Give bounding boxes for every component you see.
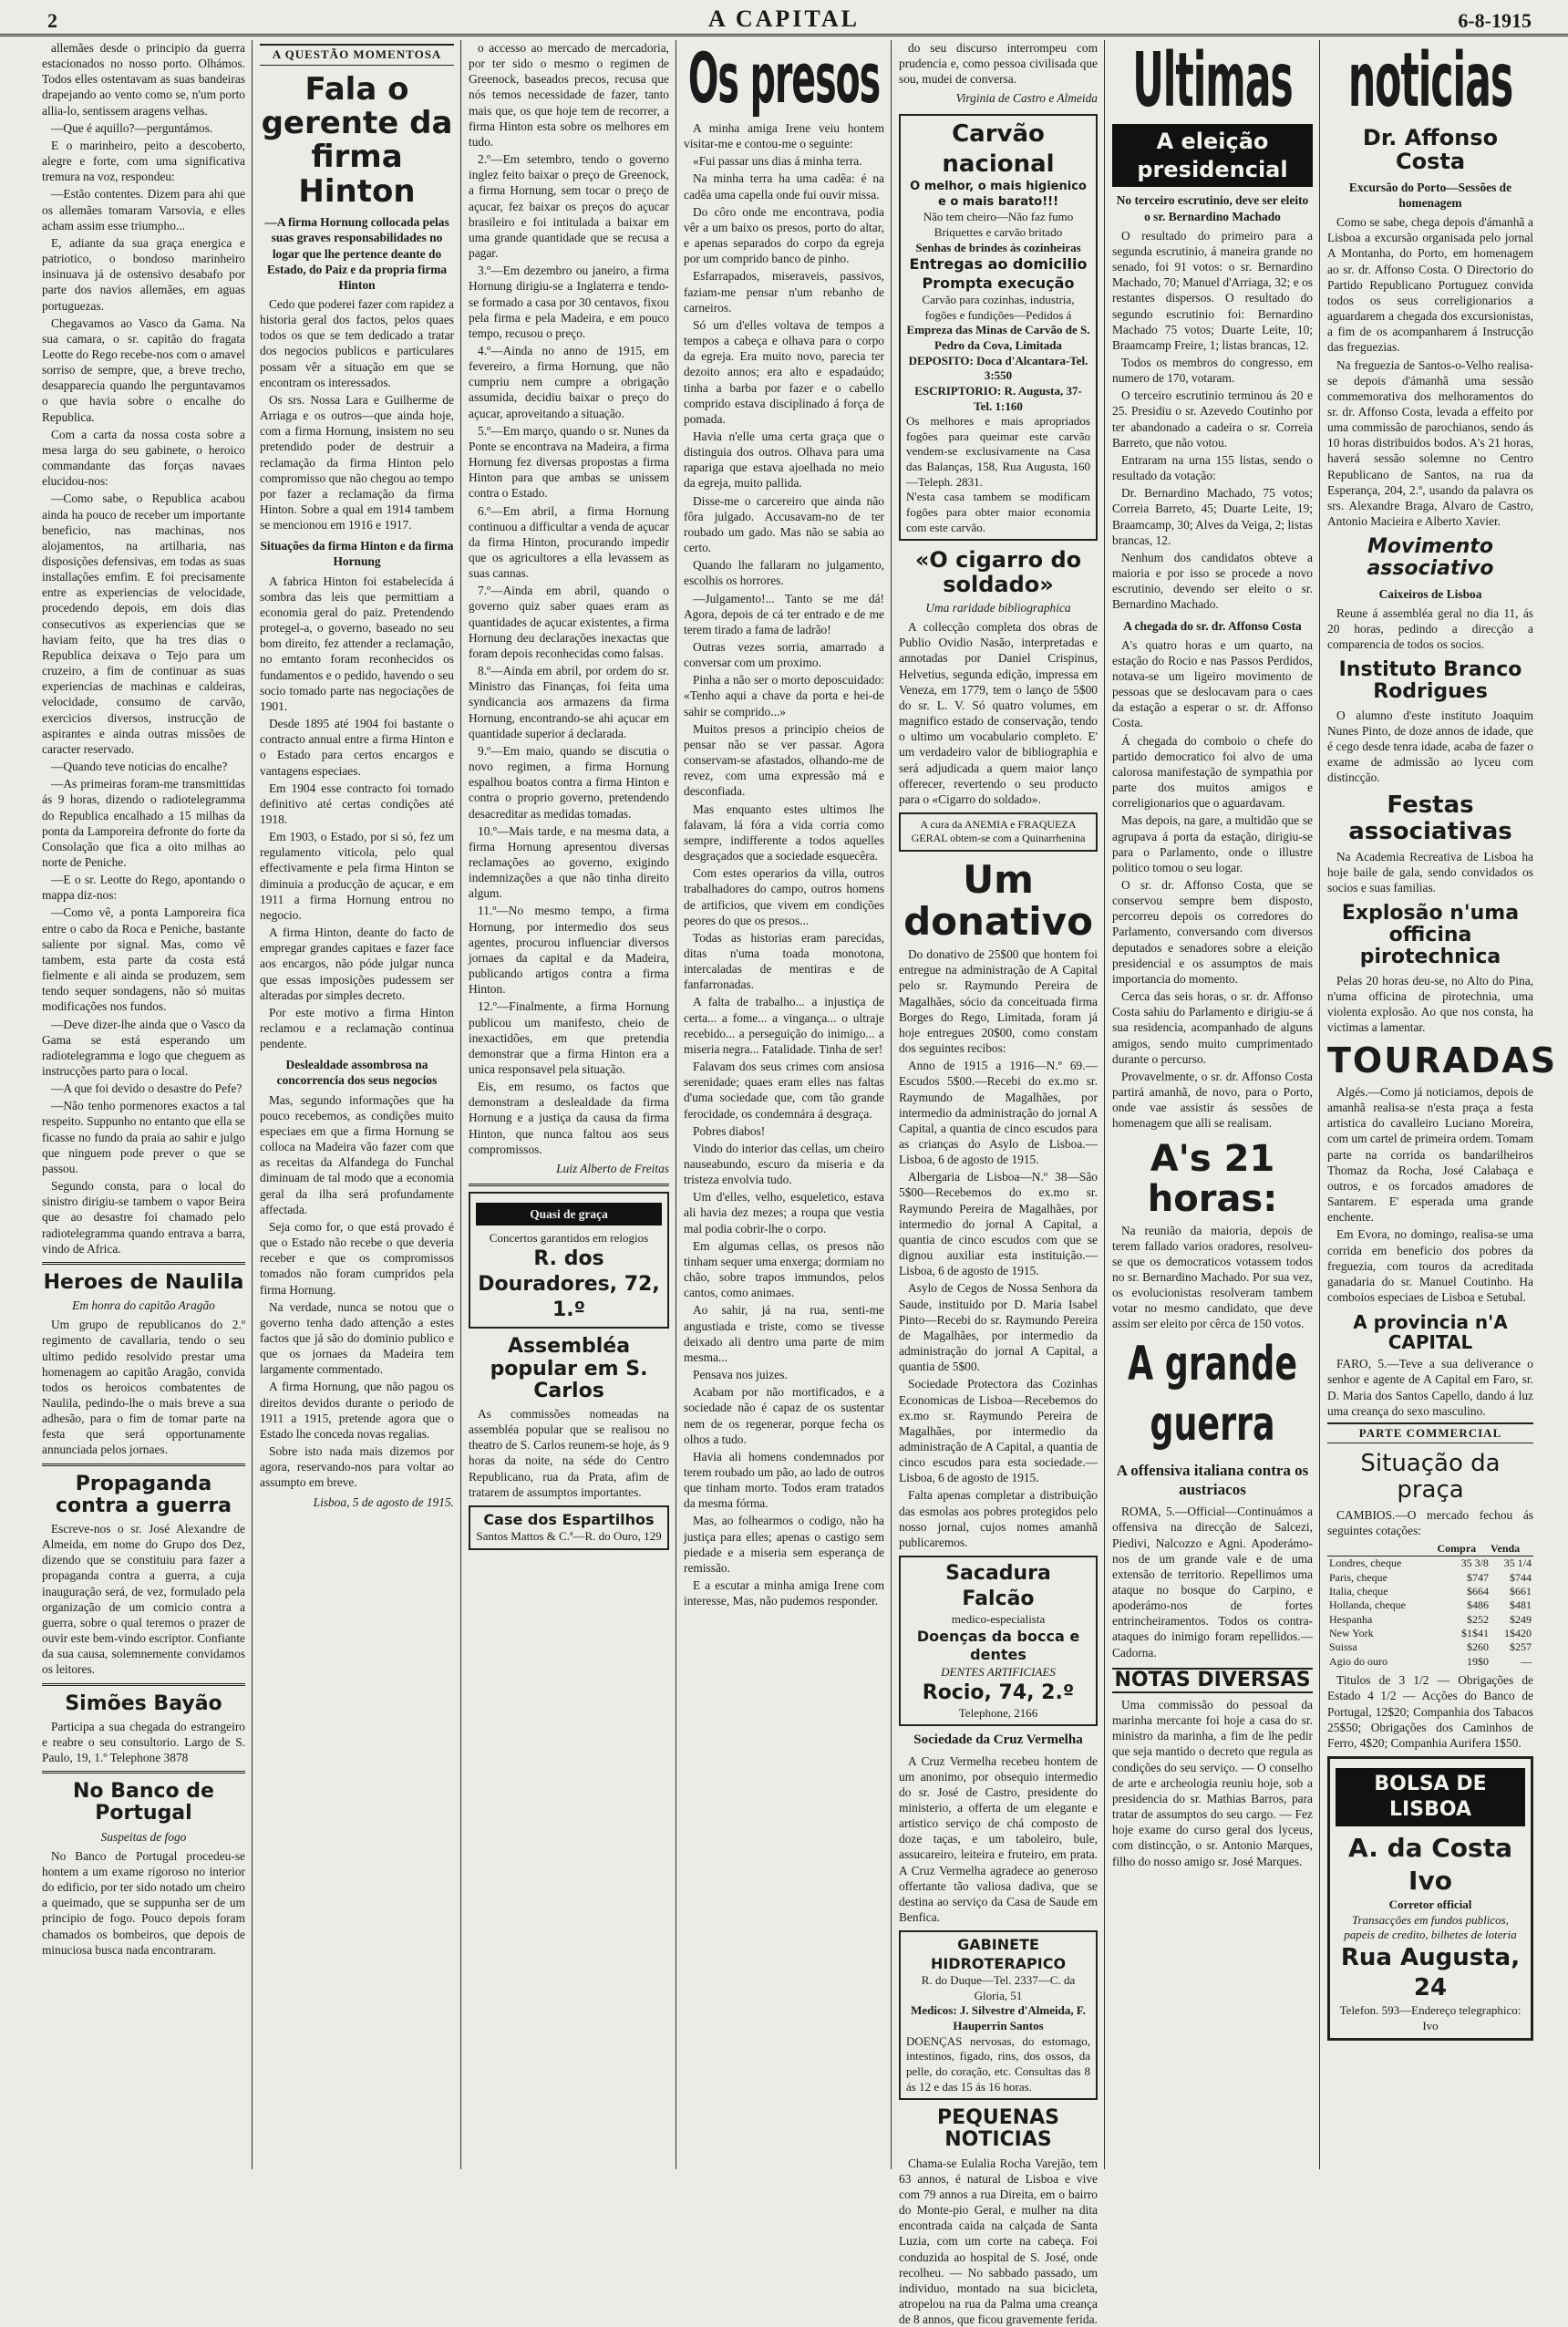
article-text: o accesso ao mercado de mercadoria, por ter sido o mesmo o regimen de Greenock, baseados precos, recusa que nós temos necessidade de fazer, tanto mais que, os que hoje tem de recorrer, a firma Hinton esta sobre os melhores em tudo. [469, 41, 669, 149]
article-text: Em 1904 esse contracto foi tornado definitivo até certas condições até 1918. [260, 781, 454, 826]
article-text: Falavam dos seus crimes com ansiosa serenidade; quaes eram elles nas faltas d'uma sociedade que, com tão grande ferocidade, os condemnára á desgraça. [684, 1060, 884, 1121]
article-text: A firma Hinton, deante do facto de empregar grandes capitaes e fazer face aos encargos, não póde julgar nunca que essas imposições pudessem ser alteradas por simples decreto. [260, 926, 454, 1002]
table-row [1327, 1598, 1533, 1612]
ad-title: Quasi de graça [476, 1203, 662, 1226]
column-4 [678, 37, 890, 2169]
article-text: Pinha a não ser o morto deposcuidado: «Tenho aqui a chave da porta e hei-de sahir se comprido...» [684, 673, 884, 719]
table-cell: Agio do ouro [1329, 1654, 1387, 1668]
column-7 [1322, 37, 1558, 2169]
article-text: Albergaria de Lisboa—N.º 38—São 5$00—Recebemos do ex.mo sr. Raymundo Pereira de Magalhães, por intermedio do jornal A Capital, a quantia de cinco escudos com que se dignou auxiliar esta instituição.—Lisboa, 6 de agosto de 1915. [899, 1170, 1098, 1278]
article-text: A collecção completa dos obras de Publio Ovidio Nasão, interpretadas e annotadas por Daniel Crispinus, Helvetius, segunda edição, impressa em Veneza, em 1779, tem o lanço de 5$00 do sr. L. V. Só quatro volumes, em magnifico estado de conservação, tendo o ultimo um vocabulario completo. E' um verdadeiro valor de bibliographia e será adjudicada a quem maior lanço offerecer, revertendo o seu producto para o «Cigarro do soldado». [899, 620, 1098, 806]
table-cell: Londres, cheque [1329, 1557, 1402, 1570]
article-text: Escreve-nos o sr. José Alexandre de Almeida, em nome do Grupo dos Dez, dizendo que se constituiu para fazer a propaganda contra a guerra, a cuja inauguração será, de vez, formulado pela organização de um comicio contra a guerra, sobre o qual teremos o prazer de ouvir este bem-vindo escriptor. Confiante da sua causa, solemnemente convidamos os leitores. [42, 1522, 245, 1677]
article-text: Anno de 1915 a 1916—N.º 69.—Escudos 5$00.—Recebi do ex.mo sr. Raymundo de Magalhães, por intermedio da administração do jornal A Capital, a quantia de cinco escudos para as crianças do Asylo de Lisboa.—Lisboa, 6 de agosto de 1915. [899, 1059, 1098, 1167]
noticias-banner: noticias [1347, 37, 1513, 124]
article-text: Pensava nos juizes. [693, 1368, 788, 1382]
section-heading: A chegada do sr. dr. Affonso Costa [1123, 618, 1302, 633]
ultimas-banner: Ultimas [1132, 37, 1293, 124]
article-text: Havia ali homens condemnados por terem roubado um pão, ao lado de outros que tinham morto. Todos eram tratados da mesma fórma. [684, 1449, 884, 1511]
article-text: Asylo de Cegos de Nossa Senhora da Saude, instituido por D. Maria Isabel Pinto—Recebi do sr. Raymundo Pereira de Magalhães, por intermedio da administração do jornal A Capital, a quantia de 5$00. [899, 1281, 1098, 1374]
issue-date: 6-8-1915 [1458, 9, 1532, 32]
table-row [1327, 1627, 1533, 1640]
article-text: —Quando teve noticias do encalhe? [51, 760, 228, 774]
column-6 [1107, 37, 1318, 2169]
dateline: Lisboa, 5 de agosto de 1915. [313, 1494, 454, 1509]
instituto-headline: Instituto Branco Rodrigues [1338, 658, 1522, 704]
table-row [1327, 1655, 1533, 1669]
article-text: E o marinheiro, peito a descoberto, alegre e forte, com uma significativa tremura na voz, respondeu: [42, 138, 245, 184]
article-text: E, adiante da sua graça energica e patriotico, o bondoso marinheiro insinuava já de ostensivo desabafo por parte dos navios allemães, em aguas portuguezas. [42, 235, 245, 313]
article-text: Com estes operarios da villa, outros trabalhadores do campo, outros homens de artificios, que vivem em condições peores do que os presos... [684, 866, 884, 927]
article-text: Pelas 20 horas deu-se, no Alto do Pina, n'uma officina de pirotechnia, uma violenta explosão. Ao que nos consta, ha victimas a lamentar. [1327, 973, 1533, 1035]
column-1 [36, 40, 251, 2169]
article-text: Muitos presos a principio cheios de pensar não se ver passar. Agora conservam-se afastados, olhando-me de revez, com uma expressão má e desconfiada. [684, 721, 884, 799]
ad-line: ESCRIPTORIO: R. Augusta, 37-Tel. 1:160 [914, 383, 1082, 413]
author-signature: Virginia de Castro e Almeida [955, 91, 1098, 106]
section-divider [42, 1262, 245, 1265]
ad-carvao [899, 114, 1098, 542]
column-rule [1104, 40, 1105, 2169]
notas-diversas-headline: NOTAS DIVERSAS [1112, 1668, 1313, 1693]
ad-bolsa-lisboa [1327, 1756, 1533, 2041]
page-number: 2 [47, 9, 57, 32]
parte-commercial-kicker: PARTE COMMERCIAL [1327, 1422, 1533, 1444]
ad-relogios [469, 1192, 669, 1329]
cigarro-subhead: Uma raridade bibliographica [925, 601, 1071, 615]
article-text: A minha amiga Irene veiu hontem visitar-me e contou-me o seguinte: [684, 121, 884, 151]
table-cell: $252 [1466, 1612, 1489, 1626]
article-text: A firma Hornung, que não pagou os direitos devidos durante o periodo de 1911 a 1915, pretende agora que o Estado lhe conceda novas regalias. [260, 1380, 454, 1441]
table-row [1327, 1571, 1533, 1585]
table-cell: $1$41 [1460, 1627, 1489, 1640]
section-divider [42, 1683, 245, 1686]
article-text: Na minha terra ha uma cadêa: é na cadêa uma capella onde fui ouvir missa. [684, 171, 884, 202]
article-text: Cerca das seis horas, o sr. dr. Affonso Costa sahiu do Parlamento e dirigiu-se á sua residencia, acompanhado de alguns amigos, sendo muito cumprimentado durante o percurso. [1112, 989, 1313, 1066]
article-text: A's quatro horas e um quarto, na estação do Rocio e nas Passos Perdidos, notava-se um ligeiro movimento de pessoas que se deslocavam para o caes da estação a esperar o sr. dr. Affonso Costa. [1112, 637, 1313, 730]
article-text: —Julgamento!... Tanto se me dá! Agora, depois de cá ter entrado e de me terem tirado a fama de ladrão! [684, 591, 884, 636]
ad-quinarrhenina: A cura da ANEMIA e FRAQUEZA GERAL obtem-se com a Quinarrhenina [899, 812, 1098, 852]
column-rule [252, 40, 253, 2169]
article-text: Chama-se Eulalia Rocha Varejão, tem 63 annos, é natural de Lisboa e vive com 79 annos a rua Direita, em o bairro do Monte-pio Geral, e mulher na dita encontrada caida na calçada de Santa Luzia, com um corte na cabeça. Foi conduzida ao hospital de S. José, onde recolheu. — No sabbado passado, um individuo, montado na sua bicicleta, atropelou na rua da Palma uma creança de 8 annos, que ficou gravemente ferida. [899, 2156, 1098, 2327]
article-text: 11.º—No mesmo tempo, a firma Hornung, por intermedio dos seus agentes, procurou influenciar diversos jornaes da capital e da Madeira, publicando artigos contra a firma Hinton. [469, 904, 669, 997]
article-text: Mas, segundo informações que ha pouco recebemos, as condições muito especiaes em que a firma Hornung se colloca na Madeira vão fazer com que as receitas da Alfandega do Funchal diminuam de tal modo que a economia geral da ilha será profundamente affectada. [260, 1092, 454, 1216]
newspaper-name: A CAPITAL [708, 5, 860, 32]
table-cell: — [1521, 1654, 1532, 1668]
ad-line: Não tem cheiro—Não faz fumo [923, 210, 1074, 224]
donativo-headline: Um donativo [903, 856, 1093, 944]
article-text: Titulos de 3 1/2 — Obrigações de Estado 4 1/2 — Acções do Banco de Portugal, 12$20; Companhia dos Tabacos 25$50; Obrigações dos Caminhos de Ferro, 4$20; Companhia Aurifera 1$50. [1327, 1673, 1533, 1750]
table-cell: $257 [1510, 1640, 1532, 1654]
article-text: 4.º—Ainda no anno de 1915, em fevereiro, a firma Hornung, que não cumpriu nem cumpre a obrigação assumida, decidiu baixar o preço do açucar, aproveitando a situação. [469, 343, 669, 420]
ad-title: Case dos Espartilhos [483, 1510, 655, 1528]
article-text: Algés.—Como já noticiamos, depois de amanhã realisa-se n'esta praça a festa artistica do cavalleiro Luciano Moreira, com um cartel de primeira ordem. Tomam parte na corrida os bandarilheiros Thomaz da Rocha, José Calabaça e outros, e os forcados amadores de Santarem. E' esperada uma grande enchente. [1327, 1085, 1534, 1225]
article-text: Mas, ao folhearmos o codigo, não ha justiça para elles; apenas o castigo sem piedade e a miseria sem esperança de remissão. [684, 1514, 884, 1575]
ad-line: Senhas de brindes ás cozinheiras [915, 240, 1081, 254]
section-divider [469, 1184, 669, 1186]
article-text: —E o sr. Leotte do Rego, apontando o mappa diz-nos: [42, 873, 245, 903]
ad-line: Carvão para cozinhas, industria, fogões e fundições—Pedidos á [922, 293, 1075, 322]
article-text: A Cruz Vermelha recebeu hontem de um anonimo, por obsequio intermedio do sr. José de Castro, presidente do ministerio, a offerta de um elegante e artistico serviço de chá composto de doze taças, e um taboleiro, bule, assucareiro, leiteira e fruteiro, em prata. A Cruz Vermelha agradece ao generoso offertante tão valiosa dadiva, que se destina ao serviço da Casa de Saude em Benfica. [899, 1753, 1098, 1925]
article-text: 6.º—Em abril, a firma Hornung continuou a difficultar a venda de açucar da firma Hinton, procurando impedir que os agricultores a ella levassem as suas cannas. [469, 503, 669, 581]
ad-title: Carvão nacional [942, 119, 1055, 178]
table-cell: Hollanda, cheque [1329, 1598, 1406, 1612]
table-cell: New York [1329, 1627, 1374, 1640]
article-text: Seja como for, o que está provado é que o Estado não recebe o que deveria receber e que os compromissos tomados não foram cumpridos pela firma Hornung. [260, 1219, 454, 1297]
article-text: Participa a sua chegada do estrangeiro e reabre o seu consultorio. Largo de S. Paulo, 19, 1.º Telephone 3878 [42, 1719, 245, 1765]
article-text: Outras vezes sorria, amarrado a conversar com um proximo. [684, 640, 884, 670]
table-header: Venda [1491, 1542, 1533, 1557]
eleicao-headline: A eleição presidencial [1112, 124, 1313, 187]
ad-address: Rocio, 74, 2.º [922, 1681, 1075, 1704]
article-text: 12.º—Finalmente, a firma Hornung publicou um manifesto, cheio de inexactidões, em que pretendia demonstrar que a firma Hinton era a unica responsavel pela situação. [469, 999, 669, 1076]
heroes-headline: Heroes de Naulila [43, 1270, 244, 1294]
section-kicker: A QUESTÃO MOMENTOSA [260, 44, 454, 66]
article-text: O resultado do primeiro para a segunda escrutinio, á maneira grande no senado, foi 91 votos: o sr. Bernardino Machado, 70; Manuel d'Arriaga, 32; e os restantes dispersos. O resultado do segundo escrutinio foi: Bernardino Machado 75 votos; Duarte Leite, 10; Braamcamp Freire, 1; listas brancas, 12. [1112, 228, 1313, 352]
article-text: FARO, 5.—Teve a sua deliverance o senhor e agente de A Capital em Faro, sr. D. Maria dos Santos Capello, dando á luz uma creança do sexo masculino. [1327, 1357, 1533, 1418]
table-row [1327, 1613, 1533, 1627]
column-rule [1319, 40, 1320, 2169]
article-text: do seu discurso interrompeu com prudencia e, como pessoa civilisada que sou, mudei de conversa. [899, 41, 1098, 87]
table-cell: Suissa [1329, 1640, 1357, 1654]
article-text: —Que é aquillo?—perguntámos. [51, 120, 213, 135]
article-text: —Como sabe, o Republica acabou ainda ha pouco de receber um importante beneficio, nas machinas, nos alojamentos, na artilharia, nas disposições defensivas, em todas as suas installações emfim. E foi precisamente entre as experiencias de velocidade, procedendo depois, em dois dias consecutivos as experiencias que se haviam feito, que ha tres dias o Republica deixava o Tejo para um cruzeiro, a fim de continuar as suas experiencias de machinas e caldeiras, velocidade, consumo de carvão, exercicios diversos, instrucção de aspirantes e ainda outras missões de caracter reservado. [42, 491, 245, 756]
article-text: Todos os membros do congresso, em numero de 170, votaram. [1112, 356, 1313, 386]
ad-line: N'esta casa tambem se modificam fogões para obter maior economia com este carvão. [906, 490, 1090, 534]
article-text: Em Evora, no domingo, realisa-se uma corrida em beneficio dos pobres da freguezia, com touros da acreditada ganadaria do sr. Manuel Coutinho. Ha comboios especiaes de Lisboa e Setubal. [1327, 1227, 1533, 1305]
ad-address: R. dos Douradores, 72, 1.º [478, 1246, 660, 1322]
ad-line: DEPOSITO: Doca d'Alcantara-Tel. 3:550 [908, 353, 1088, 383]
article-text: —As primeiras foram-me transmittidas ás 9 horas, dizendo o radiotelegramma do Republica encalhado a 15 milhas da ponta da Lamporeira defronte do forte da Consolação que fica a oito milhas ao norte de Peniche. [42, 777, 245, 869]
article-text: Falta apenas completar a distribuição das esmolas aos pobres protegidos pelo nosso jornal, cujos nomes amanhã publicaremos. [899, 1488, 1098, 1549]
grande-guerra-headline: A grande guerra [1127, 1336, 1298, 1453]
ad-line: DENTES ARTIFICIAES [941, 1664, 1056, 1679]
ad-title: GABINETE HIDROTERAPICO [930, 1936, 1067, 1972]
masthead [0, 0, 1568, 36]
cigarro-headline: «O cigarro do soldado» [914, 547, 1082, 597]
ad-line: Medicos: J. Silvestre d'Almeida, F. Hauperrin Santos [911, 2003, 1086, 2033]
table-cell: $260 [1466, 1640, 1489, 1654]
table-row [1327, 1640, 1533, 1654]
article-text: Quando lhe fallaram no julgamento, escolhis os horrores. [684, 558, 884, 588]
grande-guerra-subhead: A offensiva italiana contra os austriacos [1116, 1461, 1309, 1499]
ad-line: Telefon. 593—Endereço telegraphico: Ivo [1339, 2003, 1522, 2032]
article-text: Vindo do interior das cellas, um cheiro nauseabundo, escuro da miseria e da tristeza envolvia tudo. [684, 1141, 884, 1187]
article-text: Chegavamos ao Vasco da Gama. Na sua camara, o sr. capitão do fragata Leotte do Rego recebe-nos com o amavel sorriso de sempre, que, a breve trecho, desapparecia quando lhe perguntavamos o que havia sobre o encalhe do Republica. [42, 315, 245, 424]
ad-gabinete [899, 1930, 1098, 2100]
column-rule [460, 40, 461, 2169]
article-text: Como se sabe, chega depois d'ámanhã a Lisboa a excursão organisada pelo jornal A Montanha, do Porto, em homenagem ao sr. dr. Affonso Costa. O Directorio do Partido Republicano Portuguez convida todos os seus correligionarios a aguardarem a chegada dos excursionistas, a fim de os acompanharem á Instrucção das freguezias. [1327, 215, 1533, 355]
article-text: Segundo consta, para o local do sinistro dirigiu-se tambem o vapor Beira que ao desastre foi chamado pelo radiotelegramma quando entrava a barra, vindo de Africa. [42, 1179, 245, 1256]
affonso-costa-headline: Dr. Affonso Costa [1362, 125, 1499, 175]
table-cell: $664 [1466, 1585, 1489, 1598]
explosao-headline: Explosão n'uma officina pirotechnica [1341, 902, 1520, 969]
article-text: Desde 1895 até 1904 foi bastante o contracto annual entre a firma Hinton e o Estado para certos encargos e vantagens especiaes. [260, 717, 454, 778]
table-cell: $249 [1510, 1612, 1532, 1626]
article-text: A falta de trabalho... a injustiça de certa... a fome... a vingança... o ultraje recebido... a perseguição do inimigo... a miseria negra... Fatalidade. Tinha de ser! [684, 995, 884, 1056]
article-text: Por este motivo a firma Hinton reclamou e a reclamação continua pendente. [260, 1005, 454, 1051]
ad-line: O melhor, o mais higienico e o mais barato!!! [910, 180, 1087, 209]
ad-line: Concertos garantidos em relogios [489, 1231, 649, 1246]
section-heading: Situações da firma Hinton e da firma Hornung [260, 539, 454, 569]
ad-line: Prompta execução [922, 274, 1075, 292]
ad-sacadura-falcao [899, 1556, 1098, 1726]
propaganda-headline: Propaganda contra a guerra [55, 1472, 232, 1517]
article-text: Um grupo de republicanos do 2.º regimento de cavallaria, tendo o seu ultimo pedido resolvido prestar uma homenagem ao capitão Aragão, convida todos os heroicos combatentes de Naulila, pedindo-lhe o mais breve a sua adhesão, para o fim de tomar parte na festa que será opportunamente annunciada pelos jornaes. [42, 1318, 245, 1457]
article-text: Mas enquanto estes ultimos lhe falavam, lá fóra a vida corria como sempre, indifferente a todos aquelles desgraçados que a sociedade esquecêra. [684, 802, 884, 864]
festas-headline: Festas associativas [1348, 791, 1512, 845]
article-text: 8.º—Ainda em abril, por ordem do sr. Ministro das Finanças, foi feita uma syndicancia aos armazens da firma Hornung, encontrando-se ahi açucar em quantidade superior á declarada. [469, 664, 669, 740]
heroes-subhead: Em honra do capitão Aragão [72, 1298, 215, 1313]
article-text: 3.º—Em dezembro ou janeiro, a firma Hornung dirigiu-se a Inglaterra e tendo-se formado a casa por 30 centavos, fixou pela firma e pela Madeira, e em pouco tempo, recusou o preço. [469, 264, 669, 340]
article-text: 5.º—Em março, quando o sr. Nunes da Ponte se encontrava na Madeira, a firma Hornung fez diversas propostas a firma Hinton para que ambas se unissem contra o Estado. [469, 423, 669, 501]
table-cell: 35 1/4 [1503, 1557, 1532, 1570]
article-text: As commissões nomeadas na assembléa popular que se realisou no theatro de S. Carlos reunem-se hoje, ás 9 horas da noite, na séde do Centro Republicano, rua da Prata, afim de tratarem de assumptos importantes. [469, 1406, 669, 1499]
column-3 [463, 40, 675, 2169]
article-text: O sr. dr. Affonso Costa, que se conservou sempre bem disposto, percorreu depois os corredores do Parlamento, conversando com diversos deputados e senadores sobre a eleição presidencial e os assumptos de mais importancia do momento. [1112, 878, 1313, 986]
article-text: —Deve dizer-lhe ainda que o Vasco da Gama se está esperando um radiotelegramma e logo que cheguem as instrucções parto para o local. [42, 1017, 245, 1078]
column-5 [893, 40, 1103, 2327]
article-text: Pobres diabos! [693, 1123, 766, 1138]
article-text: Acabam por não mortificados, e a sociedade não é capaz de os sustentar nem de os regenerar, porque fecha os olhos a tudo. [684, 1385, 884, 1446]
ad-line: Corretor official [1388, 1897, 1472, 1911]
article-text: —Como vê, a ponta Lamporeira fica entre o cabo da Roca e Peniche, bastante saliente por signal. Mas, como vê tambem, esta parte da costa está fielmente e ali ainda se produzem, sem tendo sequer sondagens, não só muitas modificações nos fundos. [42, 905, 245, 1014]
article-text: —A que foi devido o desastre do Pefe? [51, 1081, 242, 1096]
table-row [1327, 1585, 1533, 1598]
assembleia-headline: Assembléa popular em S. Carlos [490, 1335, 648, 1402]
simoes-bayao-headline: Simões Bayão [65, 1691, 222, 1715]
section-heading: Caixeiros de Lisboa [1378, 586, 1482, 601]
hinton-subhead: —A firma Hornung collocada pelas suas graves responsabilidades no logar que lhe pertence deante do Estado, do Paiz e da propria firma Hinton [264, 215, 449, 292]
banco-subhead: Suspeitas de fogo [100, 1829, 187, 1844]
article-text: Provavelmente, o sr. dr. Affonso Costa partirá amanhã, de novo, para o Porto, onde vae assistir ás sessões de homenagem que alli se realisam. [1112, 1069, 1313, 1131]
section-heading: Deslealdade assombrosa na concorrencia dos seus negocios [276, 1058, 438, 1088]
article-text: Na reunião da maioria, depois de terem fallado varios oradores, resolveu-se que os democraticos votassem todos no sr. Bernardino Machado. Por sua vez, os evolucionistas resolveram tambem votar no mesmo candidato, que deve assim ser eleito por cêrca de 150 votos. [1112, 1223, 1313, 1331]
provincia-headline: A provincia n'A CAPITAL [1353, 1311, 1508, 1354]
article-text: O alumno d'este instituto Joaquim Nunes Pinto, de doze annos de idade, que é cego desde tenra idade, acaba de fazer o exame de admissão ao lyceu com distincção. [1327, 708, 1533, 785]
table-header [1327, 1542, 1438, 1557]
column-rule [891, 40, 892, 2169]
article-text: Todas as historias eram parecidas, ditas n'uma toada monotona, intercaladas de mentiras e de fanfarronadas. [684, 930, 884, 992]
article-text: ROMA, 5.—Official—Continuámos a offensiva na direcção de Salcezi, Piedivi, Nalcozzo e Agni. Apoderámo-nos de um grande vale e de uma extensão de territorio. Repellimos uma ataque no bosque do Carpino, e apoderámo-nos de fortes entrincheiramentos. Todos os contra-ataques do inimigo foram repellidos.—Cadorna. [1112, 1505, 1313, 1660]
article-text: Em 1903, o Estado, por si só, fez um regulamento viticola, pelo qual effectivamente e pela firma Hinton se diminuia a producção de açucar, e em 1911 a firma Hornung entrou no negocio. [260, 830, 454, 922]
touradas-headline: TOURADAS [1327, 1040, 1558, 1081]
article-text: Com a carta da nossa costa sobre a mesa larga do seu gabinete, o heroico commandante das forças navaes elucidou-nos: [42, 427, 245, 489]
os-presos-headline: Os presos [687, 37, 881, 119]
ad-line: Telephone, 2166 [958, 1705, 1038, 1720]
ad-title: BOLSA DE LISBOA [1336, 1768, 1525, 1826]
article-text: Eis, em resumo, os factos que demonstram a deslealdade da firma Hornung e a justiça da causa da firma Hinton, que nunca faltou aos seus compromissos. [469, 1080, 669, 1156]
ad-title: Sacadura Falcão [945, 1562, 1051, 1611]
table-row [1327, 1557, 1533, 1571]
table-cell: Paris, cheque [1329, 1570, 1387, 1584]
article-text: Os srs. Nossa Lara e Guilherme de Arriaga e os outros—que ainda hoje, com a firma Hornung, insistem no seu pretendido poder de destruir a reclamação da firma Hinton pelo compromisso que não chegou ao tempo por fazer a reclamação da firma Hinton. Sobre a qual em 1914 tambem se mencionou em 1916 e 1917. [260, 392, 454, 533]
table-cell: $661 [1510, 1585, 1532, 1598]
section-divider [42, 1463, 245, 1466]
ad-line: medico-especialista [951, 1612, 1046, 1627]
article-text: Em algumas cellas, os presos não tinham sequer uma enxerga; dormiam no chão, sobre trapos immundos, pelos cantos, como animaes. [684, 1238, 884, 1300]
article-text: Sobre isto nada mais dizemos por agora, reservando-nos para voltar ao assumpto em breve. [260, 1444, 454, 1490]
article-text: Uma commissão do pessoal da marinha mercante foi hoje a casa do sr. ministro da marinha, a fim de lhe pedir que seja mantido o decreto que regula as condições do seu serviço. — O conselho de arte e archeologia reuniu hoje, sob a presidencia do sr. Mathias Barros, para tratar de assumptos do seu cargo. — Fez hoje exame do curso geral dos lyceus, com distincção, o sr. Antonio Marques, filho do nosso amigo sr. José Marques. [1112, 1697, 1313, 1868]
ad-line: R. do Duque—Tel. 2337—C. da Gloria, 51 [921, 1973, 1076, 2002]
ad-line: Os melhores e mais apropriados fogões para queimar este carvão vendem-se exclusivamente na Casa das Balanças, 158, Rua Augusta, 160—Teleph. 2831. [906, 414, 1090, 489]
table-cell: $747 [1466, 1570, 1489, 1584]
article-text: Só um d'elles voltava de tempos a tempos a cabeça e olhava para o corpo da egreja. Era muito novo, parecia ter dezoito annos; era alto e espadaúdo; tinha a barba por fazer e o cabello comprido estava disciplinado á força de pomada. [684, 317, 884, 426]
article-text: —Não tenho pormenores exactos a tal respeito. Suppunho no entanto que ella se ficasse no fundo da praia ao sahir e julgo que ninguem pode prever o que se passou. [42, 1099, 245, 1175]
ad-line: Empreza das Minas de Carvão de S. Pedro da Cova, Limitada [906, 323, 1090, 353]
author-signature: Luiz Alberto de Freitas [556, 1161, 669, 1175]
ad-line: Santos Mattos & C.ª—R. do Ouro, 129 [476, 1529, 662, 1544]
article-text: Havia n'elle uma certa graça que o distinguia dos outros. Olhava para uma rapariga que estava ajoelhada no meio da egreja, muito pallida. [684, 429, 884, 491]
article-text: O terceiro escrutinio terminou ás 20 e 25. Presidiu o sr. Azevedo Coutinho por ter abandonado a cadeira o sr. Correia Barreto, que não votou. [1112, 388, 1313, 450]
ad-line: Entregas ao domicilio [909, 255, 1088, 274]
article-text: No Banco de Portugal procedeu-se hontem a um exame rigoroso no interior do edificio, por ter sido notado um cheiro a queimado, que se suppunha ser de um principio de fogo. Pouco depois foram chamados os bombeiros, que depois de minuciosa busca nada encontraram. [42, 1848, 245, 1957]
hinton-headline: Fala o gerente da firma Hinton [261, 70, 453, 210]
affonso-costa-subhead: Excursão do Porto—Sessões de homenagem [1348, 180, 1512, 210]
article-text: Ao sahir, já na rua, senti-me angustiada e triste, como se tivesse deixado ali dentro uma parte de mim mesma... [684, 1303, 884, 1364]
table-cell: Hespanha [1329, 1612, 1373, 1626]
article-text: A fabrica Hinton foi estabelecida á sombra das leis que permittiam a economia geral do paiz. Pretendendo protegel-a, o governo, baseado no seu bom direito, fez attender a reclamação, no emtanto foram reconhecidos os fundamentos e o pedido, havendo o seu socio tomado parte nas negociações de 1901. [260, 574, 454, 713]
situacao-praca-headline: Situação da praça [1360, 1450, 1501, 1505]
article-text: Dr. Bernardino Machado, 75 votos; Correia Barreto, 45; Duarte Leite, 19; Braamcamp, 30; Alves da Veiga, 2; listas brancas, 12. [1112, 486, 1313, 547]
ad-line: Doenças da bocca e dentes [916, 1628, 1080, 1664]
table-cell: 19$0 [1466, 1654, 1489, 1668]
article-text: E a escutar a minha amiga Irene com interesse, Mas, não pudemos responder. [684, 1578, 884, 1608]
table-cell: 1$420 [1504, 1627, 1532, 1640]
article-text: Sociedade Protectora das Cozinhas Economicas de Lisboa—Recebemos do ex.mo sr. Raymundo Pereira de Magalhães, por intermedio da administração de A Capital, a quantia de cinco escudos para esta sociedade.—Lisboa, 6 de agosto de 1915. [899, 1377, 1098, 1485]
article-text: 10.º—Mais tarde, e na mesma data, a firma Hornung apresentou diversas reclamações ao governo, exigindo indemnizações a que não tinha direito algum. [469, 823, 669, 901]
table-cell: 35 3/8 [1460, 1557, 1489, 1570]
article-text: Na Academia Recreativa de Lisboa ha hoje baile de gala, sendo convidados os socios e suas familias. [1327, 849, 1533, 895]
article-text: Disse-me o carcereiro que ainda não fôra julgado. Accusavam-no de ter roubado um gado. Mas não se sabia ao certo. [684, 493, 884, 555]
article-text: 9.º—Em maio, quando se discutia o novo regimen, a firma Hornung espalhou boatos contra a firma Hinton e contra o proprio governo, pretendendo desacreditar as medidas tomadas. [469, 743, 669, 821]
section-divider [42, 1771, 245, 1774]
article-text: —Estão contentes. Dizem para ahi que os allemães tomaram Varsovia, e elles acham assim esse triumpho... [42, 187, 245, 233]
table-cell: $481 [1510, 1598, 1532, 1612]
ad-espartilhos [469, 1505, 669, 1550]
column-2 [254, 40, 459, 2169]
ad-line: Transacções em fundos publicos, papeis de credito, bilhetes de loteria [1344, 1912, 1517, 1942]
table-cell: $744 [1510, 1570, 1532, 1584]
table-cell: $486 [1466, 1598, 1489, 1612]
article-text: Na freguezia de Santos-o-Velho realisa-se depois d'ámanhã uma sessão commemorativa dos melhoramentos do sr. dr. Affonso Costa, levada a effeito por uma commissão de parochianos, sendo ás 10 horas distribuidos bodos. A's 21 horas, haverá sessão solemne no Centro Republicano de Santos, na rua da Esperança, 204, 2.º, usando da palavra os srs. Alexandre Braga, Alvaro de Castro, Antonio Macieira e Alberto Xavier. [1327, 357, 1533, 529]
article-text: 2.º—Em setembro, tendo o governo inglez feito baixar o preço de Greenock, a firma Hornung, sem tocar o preço de açucar, fez baixar os preços do açucar brasileiro e foi intitulada a baixar em uma grande quantidade que se recusa a pagar. [469, 152, 669, 261]
article-text: Reune á assembléa geral no dia 11, ás 20 horas, pedindo a direcção a comparencia de todos os socios. [1327, 605, 1533, 652]
article-text: Mas depois, na gare, a multidão que se agrupava á porta da estação, dirigiu-se para o Parlamento, onde o illustre politico tomou o seu logar. [1112, 813, 1313, 874]
cruz-vermelha-headline: Sociedade da Cruz Vermelha [913, 1732, 1083, 1748]
banco-headline: No Banco de Portugal [73, 1780, 214, 1825]
article-text: Esfarrapados, miseraveis, passivos, faziam-me pensar n'um rebanho de carneiros. [684, 269, 884, 315]
ad-address: Rua Augusta, 24 [1340, 1943, 1521, 2002]
table-cell: Italia, cheque [1329, 1585, 1388, 1598]
article-text: allemães desde o principio da guerra estacionados no nosso porto. Olhámos. Todos elles ostentavam as suas bandeiras drapejando ao vento como se, n'um porto allia-lo, sentissem aragens velhas. [42, 41, 245, 118]
article-text: Á chegada do comboio o chefe do partido democratico foi alvo de uma calorosa manifestação de sympathia por parte dos muitos amigos e correligionarios que o aguardavam. [1112, 733, 1313, 811]
article-text: 7.º—Ainda em abril, quando o governo quiz saber quaes eram as quantidades de açucar existentes, a firma Hornung deu declarações inexactas que foram depois reconhecidas como falsas. [469, 584, 669, 660]
ad-name: A. da Costa Ivo [1348, 1833, 1512, 1897]
movimento-associativo-headline: Movimento associativo [1367, 535, 1494, 581]
ad-line: DOENÇAS nervosas, do estomago, intestinos, figado, rins, dos ossos, da pelle, do coração, etc. Consultas das 8 ás 12 e das 15 ás 16 horas. [906, 2033, 1090, 2094]
table-header: Compra [1438, 1542, 1491, 1557]
as-21-horas-headline: A's 21 horas: [1147, 1137, 1278, 1220]
article-text: Do côro onde me encontrava, podia vêr a um baixo os presos, porto do altar, e apenas separados do corpo da egreja por um comprido banco de pinho. [684, 204, 884, 266]
eleicao-subhead: No terceiro escrutinio, deve ser eleito o sr. Bernardino Machado [1116, 193, 1309, 223]
article-text: Nenhum dos candidatos obteve a maioria e por isso se procede a novo escrutinio, devendo ser eleito o sr. Bernardino Machado. [1112, 550, 1313, 612]
article-text: «Fui passar uns dias á minha terra. [693, 154, 862, 169]
pequenas-noticias-headline: PEQUENAS NOTICIAS [936, 2106, 1060, 2152]
article-text: Cedo que poderei fazer com rapidez a historia geral dos factos, pelos quaes todos os que se tem dedicado a tratar dos negocios publicos e particulares possam vêr a situação em que se encontram os interessados. [260, 296, 454, 389]
article-text: Do donativo de 25$00 que hontem foi entregue na administração de A Capital pelo sr. Raymundo Pereira de Magalhães, sócio da conceituada firma Borges do Rego, Limitada, foram já hoje entregues 20$00, como constam dos seguintes recibos: [899, 947, 1098, 1056]
article-text: CAMBIOS.—O mercado fechou ás seguintes cotações: [1327, 1507, 1533, 1537]
exchange-rates-table [1327, 1542, 1533, 1669]
ad-line: Briquettes e carvão britado [934, 225, 1063, 240]
article-text: Entraram na urna 155 listas, sendo o resultado da votação: [1112, 452, 1313, 483]
article-text: Um d'elles, velho, esqueletico, estava ali havia dez mezes; a roupa que vestia mal podia cobrir-lhe o corpo. [684, 1190, 884, 1236]
article-text: Na verdade, nunca se notou que o governo tenha dado attenção a estes factos que já são do dominio publico e que os jornaes da Madeira tem largamente commentado. [260, 1299, 454, 1377]
